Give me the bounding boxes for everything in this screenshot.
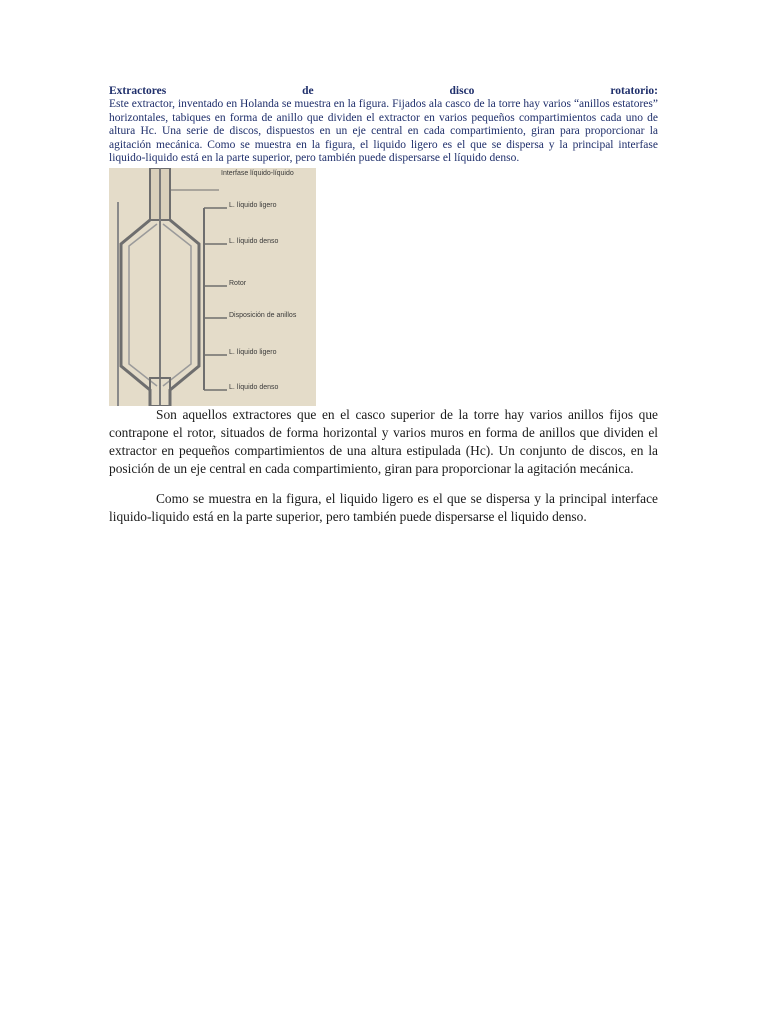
intro-paragraph: Este extractor, inventado en Holanda se muestra en la figura. Fijados ala casco de la torre hay varios “anillos estatores” horizontales, tabiques en forma de anillo que dividen el extractor en varios pequeños compartimientos cada uno de altura Hc. Una serie de discos, dispuestos en un eje central en cada compartimiento, giran para proporcionar la agitación mecánica. Como se muestra en la figura, el liquido ligero es el que se dispersa y la principal interfase liquido-liquido está en la parte superior, pero también puede dispersarse el líquido denso. bbox=[109, 98, 658, 165]
title-word: disco bbox=[449, 85, 475, 97]
extractor-diagram bbox=[109, 168, 316, 406]
body-paragraph: Como se muestra en la figura, el liquido ligero es el que se dispersa y la principal interface liquido-liquido está en la parte superior, pero también puede dispersarse el liquido denso. bbox=[109, 490, 658, 524]
figure-label: Disposición de anillos bbox=[229, 311, 297, 319]
figure-label: L. líquido ligero bbox=[229, 348, 277, 356]
extractor-diagram-figure bbox=[109, 168, 316, 406]
figure-label: L. líquido denso bbox=[229, 237, 279, 245]
figure-label: Interfase líquido-líquido bbox=[221, 169, 294, 177]
title-word: Extractores bbox=[109, 85, 167, 97]
section-title bbox=[109, 84, 658, 98]
body-paragraph: Son aquellos extractores que en el casco superior de la torre hay varios anillos fijos que contrapone el rotor, situados de forma horizontal y varios muros en forma de anillos que dividen el extractor en pequeños compartimientos de una altura estipulada (Hc). Un conjunto de discos, en la posición de un eje central en cada compartimiento, giran para proporcionar la agitación mecánica. bbox=[109, 406, 658, 476]
figure-label: L. líquido denso bbox=[229, 383, 279, 391]
figure-label: L. líquido ligero bbox=[229, 201, 277, 209]
title-word: de bbox=[302, 85, 314, 97]
document-page bbox=[109, 84, 658, 526]
figure-label: Rotor bbox=[229, 279, 247, 287]
title-word: rotatorio: bbox=[610, 85, 658, 97]
